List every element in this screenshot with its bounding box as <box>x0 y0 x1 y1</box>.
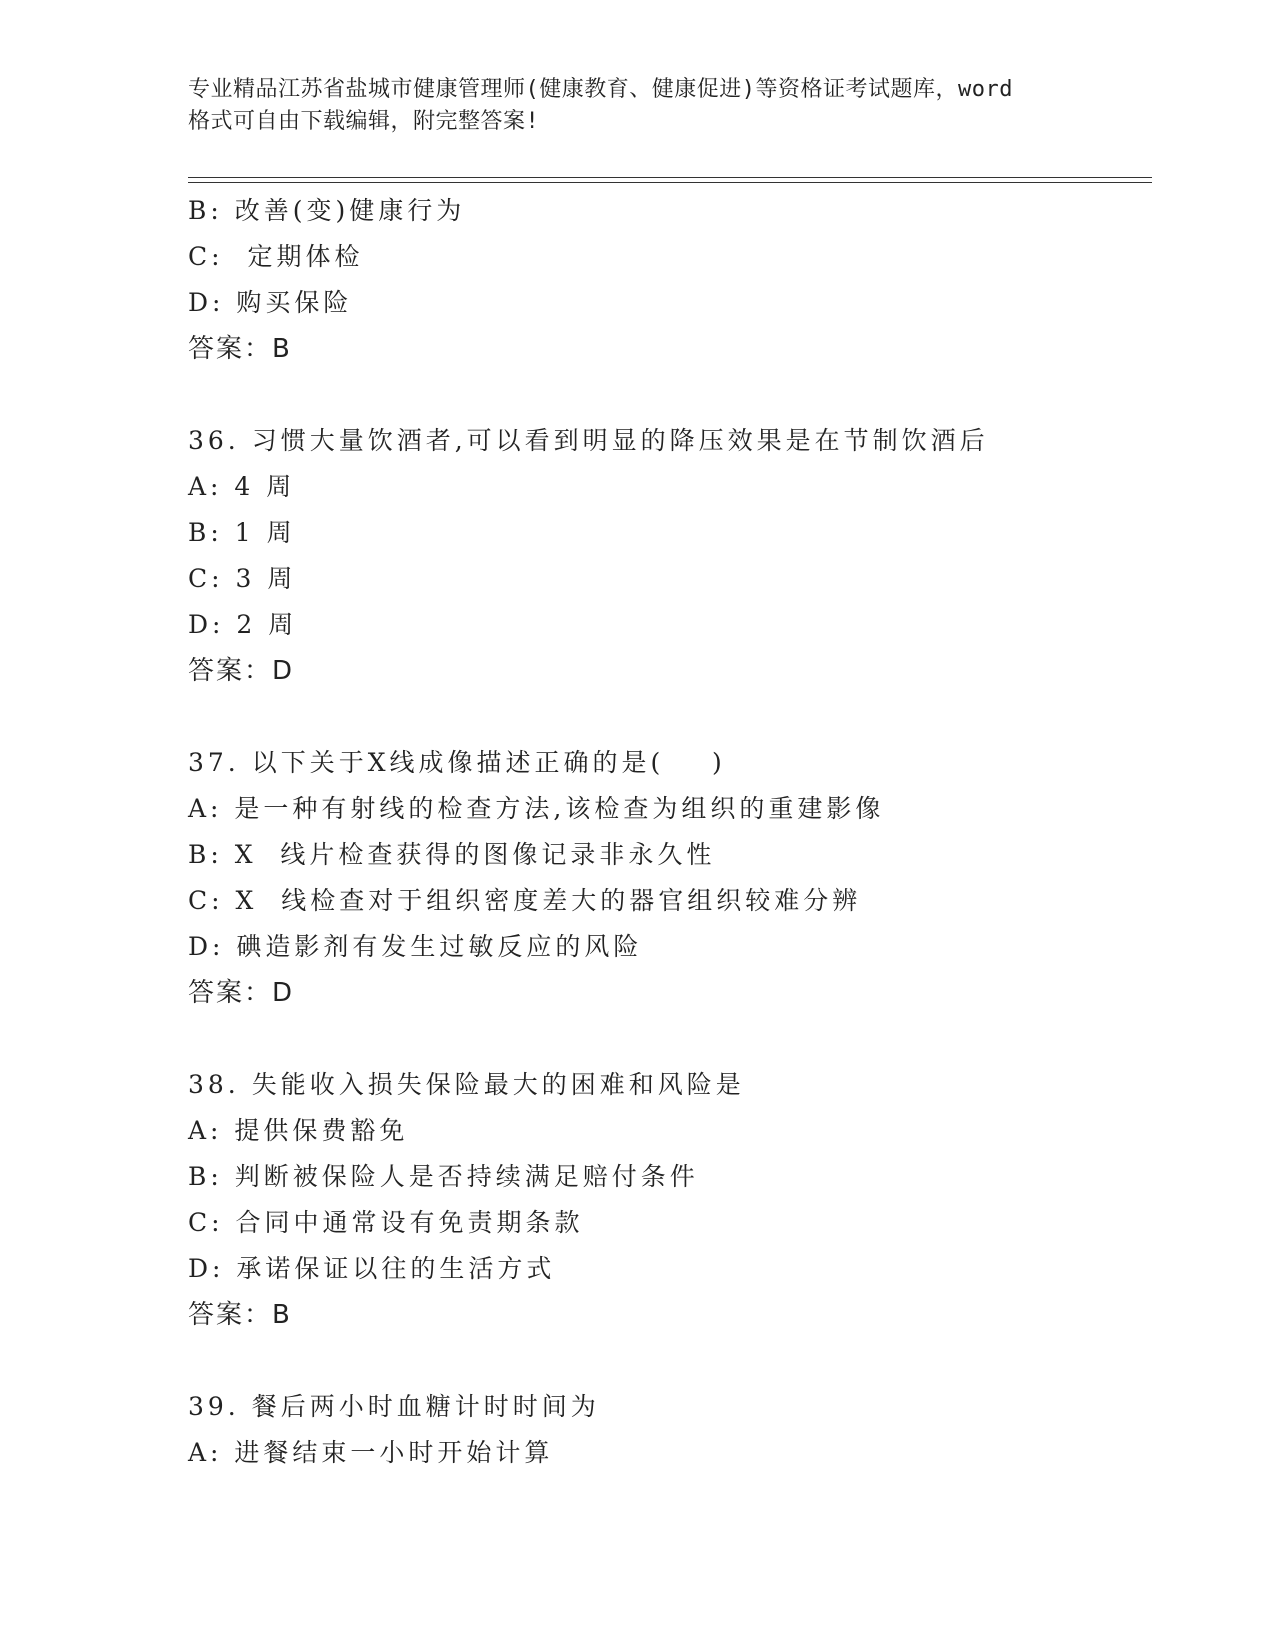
question-list <box>188 188 1148 1476</box>
header-line-1: 专业精品江苏省盐城市健康管理师(健康教育、健康促进)等资格证考试题库，word <box>188 77 1013 102</box>
spacer <box>188 372 1148 418</box>
question-38 <box>188 1062 1148 1338</box>
question-39 <box>188 1384 1148 1476</box>
answer-line: 答案：D <box>188 656 295 686</box>
question-stem: 36. 习惯大量饮酒者,可以看到明显的降压效果是在节制饮酒后 <box>188 426 989 455</box>
spacer <box>188 1016 1148 1062</box>
question-stem: 37. 以下关于X线成像描述正确的是( ) <box>188 748 726 777</box>
header-divider-top <box>188 177 1152 178</box>
option-c: C: 3 周 <box>188 564 297 593</box>
answer-line: 答案：D <box>188 978 295 1008</box>
spacer <box>188 1338 1148 1384</box>
option-a: A: 是一种有射线的检查方法,该检查为组织的重建影像 <box>188 794 885 823</box>
option-d: D: 碘造影剂有发生过敏反应的风险 <box>188 932 643 961</box>
option-a: A: 提供保费豁免 <box>188 1116 409 1145</box>
option-a: A: 进餐结束一小时开始计算 <box>188 1438 554 1467</box>
option-c: C: 定期体检 <box>188 242 364 271</box>
option-b: B: 判断被保险人是否持续满足赔付条件 <box>188 1162 699 1191</box>
answer-line: 答案：B <box>188 334 292 364</box>
question-35 <box>188 188 1148 372</box>
option-b: B: X 线片检查获得的图像记录非永久性 <box>188 840 716 869</box>
question-37 <box>188 740 1148 1016</box>
option-c: C: 合同中通常设有免责期条款 <box>188 1208 584 1237</box>
question-36 <box>188 418 1148 694</box>
spacer <box>188 694 1148 740</box>
header-divider-bottom <box>188 182 1152 183</box>
question-stem: 39. 餐后两小时血糖计时时间为 <box>188 1392 600 1421</box>
option-d: D: 2 周 <box>188 610 298 639</box>
document-header <box>188 74 1088 138</box>
option-c: C: X 线检查对于组织密度差大的器官组织较难分辨 <box>188 886 862 915</box>
option-a: A: 4 周 <box>188 472 296 501</box>
question-stem: 38. 失能收入损失保险最大的困难和风险是 <box>188 1070 745 1099</box>
option-b: B: 改善(变)健康行为 <box>188 196 466 225</box>
header-line-2: 格式可自由下载编辑，附完整答案! <box>188 109 540 134</box>
answer-line: 答案：B <box>188 1300 292 1330</box>
option-b: B: 1 周 <box>188 518 296 547</box>
option-d: D: 购买保险 <box>188 288 353 317</box>
option-d: D: 承诺保证以往的生活方式 <box>188 1254 556 1283</box>
